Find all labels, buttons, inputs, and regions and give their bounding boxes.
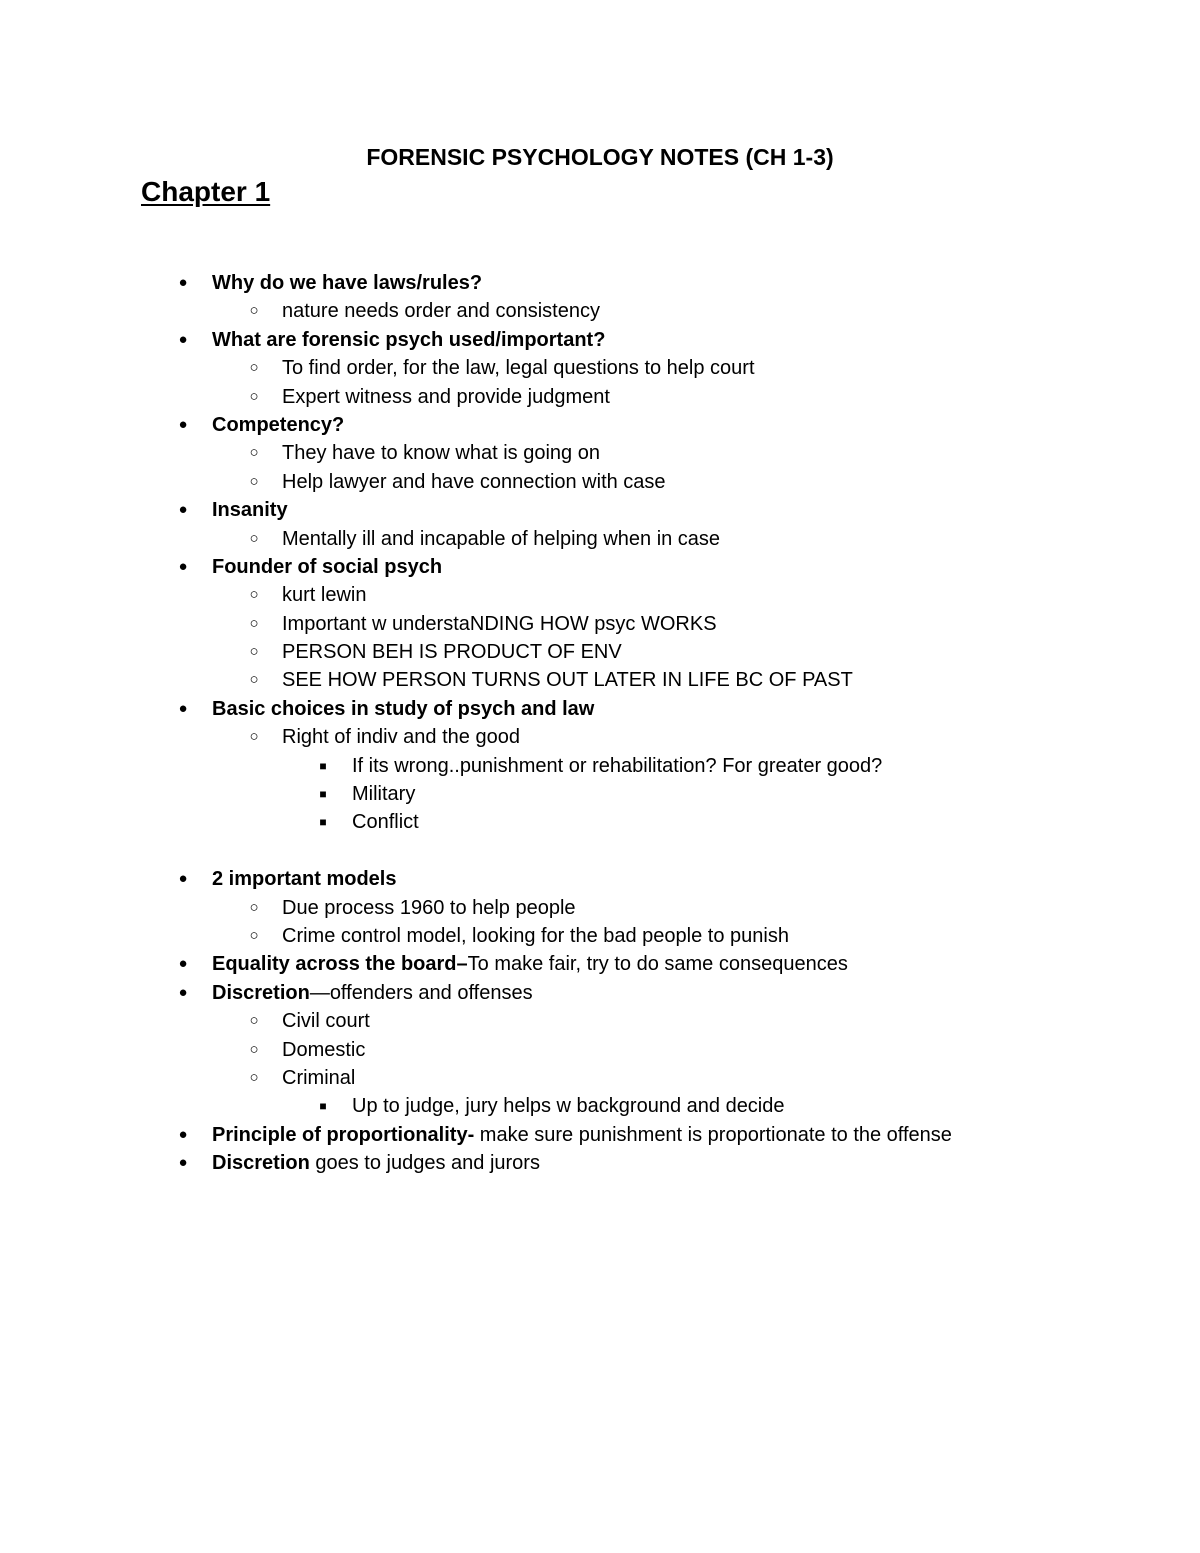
list-item bbox=[0, 553, 1200, 581]
hollow-circle-bullet-icon: ○ bbox=[249, 671, 259, 689]
hollow-circle-bullet-icon: ○ bbox=[249, 926, 259, 944]
list-item bbox=[0, 496, 1200, 524]
note-text: Up to judge, jury helps w background and decide bbox=[352, 1095, 785, 1118]
blank-line bbox=[0, 837, 1200, 865]
list-item bbox=[0, 638, 1200, 666]
note-text: Domestic bbox=[282, 1038, 366, 1061]
list-item bbox=[0, 780, 1200, 808]
square-bullet-icon: ■ bbox=[319, 815, 327, 830]
note-text: Conflict bbox=[352, 811, 419, 834]
notes-list bbox=[0, 269, 1200, 1178]
note-text: Civil court bbox=[282, 1010, 370, 1033]
list-item bbox=[0, 1036, 1200, 1064]
list-item bbox=[0, 383, 1200, 411]
list-item bbox=[0, 695, 1200, 723]
filled-circle-bullet-icon: ● bbox=[178, 699, 188, 717]
hollow-circle-bullet-icon: ○ bbox=[249, 586, 259, 604]
note-term: What are forensic psych used/important? bbox=[212, 328, 606, 351]
note-term: Founder of social psych bbox=[212, 555, 443, 578]
list-item bbox=[0, 297, 1200, 325]
list-item bbox=[0, 1092, 1200, 1120]
note-term: Principle of proportionality- bbox=[212, 1123, 475, 1146]
note-text: Crime control model, looking for the bad people to punish bbox=[282, 924, 789, 947]
note-text bbox=[212, 950, 848, 978]
note-text: Military bbox=[352, 783, 416, 806]
list-item bbox=[0, 326, 1200, 354]
hollow-circle-bullet-icon: ○ bbox=[249, 529, 259, 547]
list-item bbox=[0, 922, 1200, 950]
note-detail: goes to judges and jurors bbox=[309, 1152, 540, 1175]
filled-circle-bullet-icon: ● bbox=[178, 415, 188, 433]
list-item bbox=[0, 269, 1200, 297]
list-item bbox=[0, 354, 1200, 382]
square-bullet-icon: ■ bbox=[319, 758, 327, 773]
note-text: They have to know what is going on bbox=[282, 442, 600, 465]
filled-circle-bullet-icon: ● bbox=[178, 955, 188, 973]
note-text bbox=[212, 1149, 540, 1177]
square-bullet-icon: ■ bbox=[319, 1099, 327, 1114]
hollow-circle-bullet-icon: ○ bbox=[249, 302, 259, 320]
filled-circle-bullet-icon: ● bbox=[178, 501, 188, 519]
note-text: kurt lewin bbox=[282, 584, 367, 607]
hollow-circle-bullet-icon: ○ bbox=[249, 1012, 259, 1030]
note-text: Mentally ill and incapable of helping when in case bbox=[282, 527, 721, 550]
chapter-heading: Chapter 1 bbox=[141, 176, 271, 207]
note-text: If its wrong..punishment or rehabilitation? For greater good? bbox=[352, 754, 883, 777]
note-detail: To make fair, try to do same consequences bbox=[467, 953, 848, 976]
note-text bbox=[212, 326, 605, 354]
note-text: Criminal bbox=[282, 1066, 356, 1089]
list-item bbox=[0, 894, 1200, 922]
hollow-circle-bullet-icon: ○ bbox=[249, 728, 259, 746]
note-detail: —offenders and offenses bbox=[309, 981, 533, 1004]
list-item bbox=[0, 1149, 1200, 1177]
hollow-circle-bullet-icon: ○ bbox=[249, 444, 259, 462]
note-text: Expert witness and provide judgment bbox=[282, 385, 610, 408]
filled-circle-bullet-icon: ● bbox=[178, 870, 188, 888]
list-item bbox=[0, 411, 1200, 439]
list-item bbox=[0, 581, 1200, 609]
note-text: nature needs order and consistency bbox=[282, 300, 600, 323]
note-text: To find order, for the law, legal questions to help court bbox=[282, 357, 755, 380]
list-item bbox=[0, 1007, 1200, 1035]
list-item bbox=[0, 865, 1200, 893]
note-text bbox=[212, 695, 594, 723]
hollow-circle-bullet-icon: ○ bbox=[249, 643, 259, 661]
list-item bbox=[0, 439, 1200, 467]
note-text: PERSON BEH IS PRODUCT OF ENV bbox=[282, 641, 622, 664]
list-item bbox=[0, 1064, 1200, 1092]
list-item bbox=[0, 610, 1200, 638]
hollow-circle-bullet-icon: ○ bbox=[249, 359, 259, 377]
note-text bbox=[212, 553, 442, 581]
page-title: FORENSIC PSYCHOLOGY NOTES (CH 1-3) bbox=[366, 144, 834, 170]
note-text bbox=[212, 496, 288, 524]
note-text bbox=[212, 865, 396, 893]
note-term: 2 important models bbox=[212, 868, 397, 891]
square-bullet-icon: ■ bbox=[319, 787, 327, 802]
hollow-circle-bullet-icon: ○ bbox=[249, 1068, 259, 1086]
hollow-circle-bullet-icon: ○ bbox=[249, 387, 259, 405]
note-text: Important w understaNDING HOW psyc WORKS bbox=[282, 612, 717, 635]
note-term: Basic choices in study of psych and law bbox=[212, 697, 595, 720]
note-text bbox=[212, 411, 344, 439]
note-text: Right of indiv and the good bbox=[282, 726, 520, 749]
note-term: Discretion bbox=[212, 1152, 310, 1175]
note-term: Competency? bbox=[212, 413, 345, 436]
list-item bbox=[0, 723, 1200, 751]
list-item bbox=[0, 979, 1200, 1007]
list-item bbox=[0, 752, 1200, 780]
note-text bbox=[212, 269, 482, 297]
note-text bbox=[212, 979, 533, 1007]
filled-circle-bullet-icon: ● bbox=[178, 330, 188, 348]
list-item bbox=[0, 1121, 1200, 1149]
list-item bbox=[0, 525, 1200, 553]
hollow-circle-bullet-icon: ○ bbox=[249, 898, 259, 916]
note-text: Due process 1960 to help people bbox=[282, 896, 576, 919]
note-term: Insanity bbox=[212, 499, 288, 522]
note-text bbox=[212, 1121, 952, 1149]
hollow-circle-bullet-icon: ○ bbox=[249, 1040, 259, 1058]
note-term: Discretion bbox=[212, 981, 310, 1004]
filled-circle-bullet-icon: ● bbox=[178, 557, 188, 575]
note-text: Help lawyer and have connection with case bbox=[282, 470, 666, 493]
note-term: Why do we have laws/rules? bbox=[212, 272, 483, 294]
list-item bbox=[0, 666, 1200, 694]
note-term: Equality across the board– bbox=[212, 953, 468, 976]
list-item bbox=[0, 468, 1200, 496]
filled-circle-bullet-icon: ● bbox=[178, 1154, 188, 1172]
filled-circle-bullet-icon: ● bbox=[178, 983, 188, 1001]
filled-circle-bullet-icon: ● bbox=[178, 274, 188, 291]
note-detail: make sure punishment is proportionate to the offense bbox=[474, 1123, 952, 1146]
note-text: SEE HOW PERSON TURNS OUT LATER IN LIFE BC OF PAST bbox=[282, 669, 853, 692]
list-item bbox=[0, 950, 1200, 978]
list-item bbox=[0, 808, 1200, 836]
filled-circle-bullet-icon: ● bbox=[178, 1125, 188, 1143]
hollow-circle-bullet-icon: ○ bbox=[249, 614, 259, 632]
hollow-circle-bullet-icon: ○ bbox=[249, 472, 259, 490]
